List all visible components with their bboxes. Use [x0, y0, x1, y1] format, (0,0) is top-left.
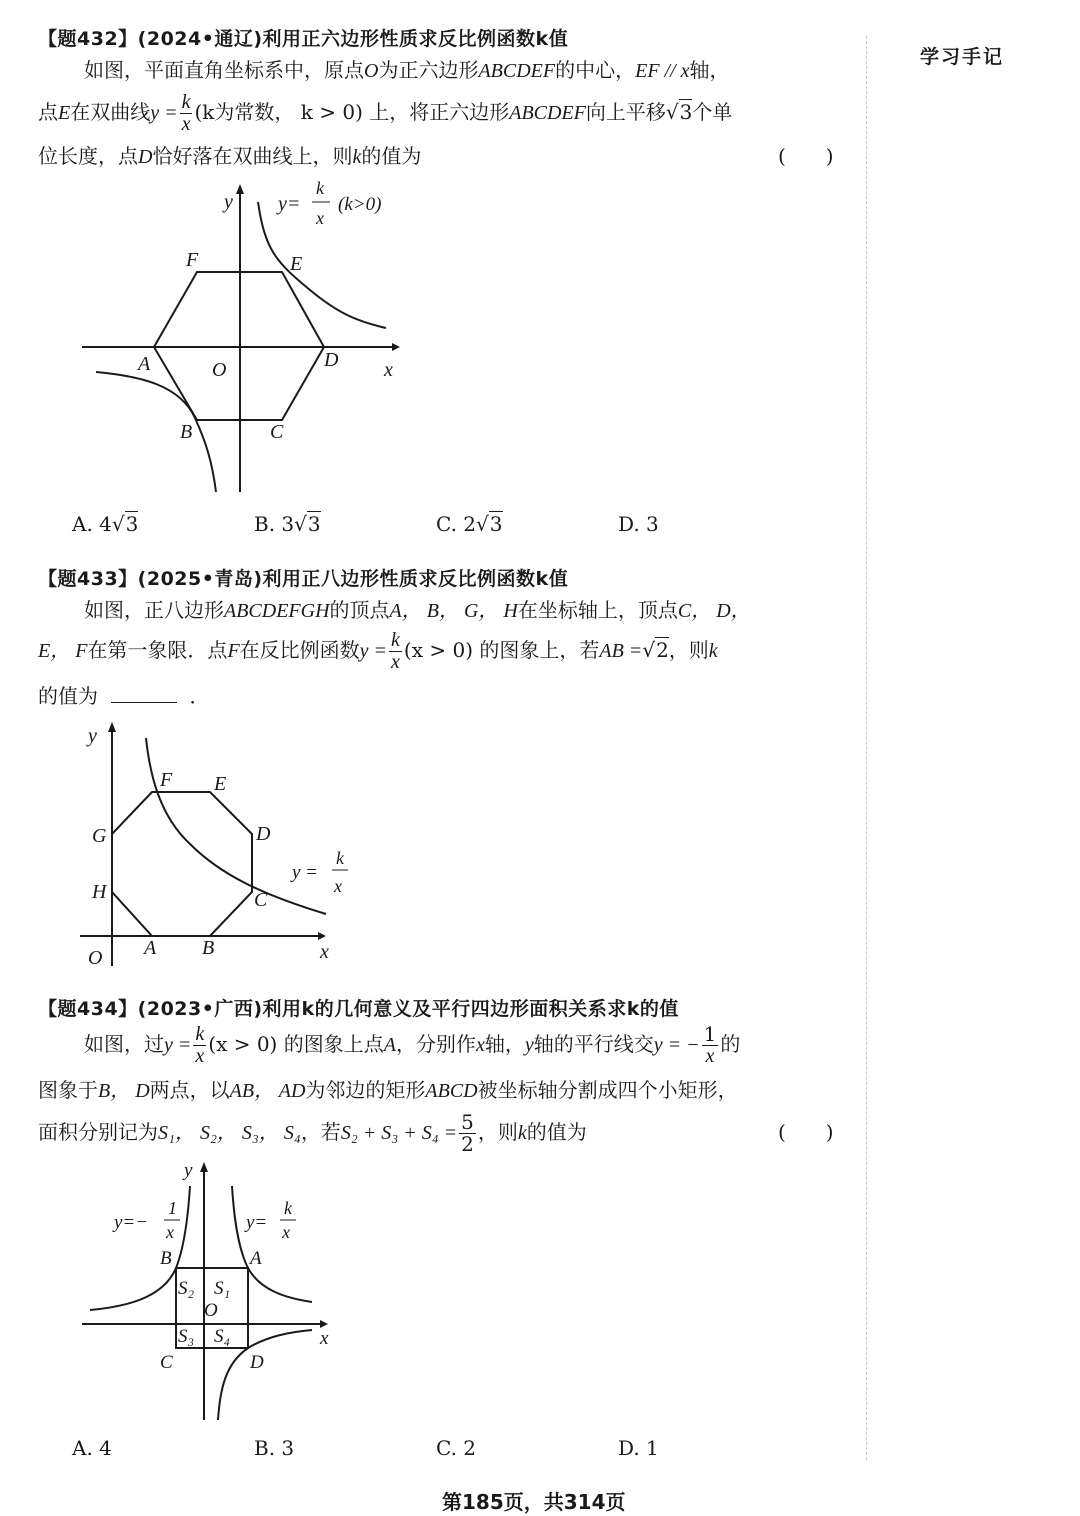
q434-curve-neg-lower: [218, 1330, 312, 1420]
q432-label-A: A: [138, 353, 151, 375]
q433-label-C: C: [254, 889, 268, 911]
q433-line1: 如图，正八边形ABCDEFGH的顶点A， B， G， H在坐标轴上，顶点C， D，: [84, 598, 751, 622]
q434-label-A: A: [250, 1248, 262, 1269]
q432-label-F: F: [186, 249, 199, 271]
sidebar-divider: [866, 36, 867, 1460]
q433-curve-den: x: [334, 876, 342, 896]
q432-header: 【题432】(2024•通辽)利用正六边形性质求反比例函数k值: [38, 28, 569, 50]
q432-line2: 点E在双曲线y = $\frac{k}{x}$ (k为常数， k > 0) 上，将正六边形ABCDEF向上平移√3个单: [38, 91, 733, 135]
q432-option-a[interactable]: A. 4√3: [72, 512, 139, 536]
q432-label-y: y: [224, 191, 233, 213]
sidebar-title: 学习手记: [920, 46, 1005, 68]
q434-option-d[interactable]: D. 1: [618, 1436, 659, 1460]
q434-option-b[interactable]: B. 3: [254, 1436, 295, 1460]
q432-option-b[interactable]: B. 3√3: [254, 512, 321, 536]
q434-fraction-1: $\frac{1}{x}$: [703, 1022, 717, 1067]
q434-right-curve-num: k: [284, 1198, 292, 1218]
q433-label-A: A: [144, 937, 157, 959]
q433-label-y: y: [88, 725, 97, 747]
q433-curve-label: y =: [292, 862, 319, 883]
q434-option-c[interactable]: C. 2: [436, 1436, 477, 1460]
q432-label-D: D: [324, 349, 339, 371]
q433-curve-num: k: [336, 848, 344, 868]
q434-label-C: C: [160, 1352, 173, 1373]
q433-header: 【题433】(2025•青岛)利用正八边形性质求反比例函数k值: [38, 568, 569, 590]
q433-label-H: H: [92, 881, 107, 903]
q432-curve-den: x: [316, 208, 324, 228]
q433-label-x: x: [320, 941, 329, 963]
q433-fraction: $\frac{k}{x}$: [391, 629, 400, 673]
q433-line3: 的值为 ．: [38, 684, 210, 708]
q434-answer-paren: ( ): [778, 1120, 834, 1144]
q433-label-E: E: [214, 773, 227, 795]
q434-header: 【题434】(2023•广西)利用k的几何意义及平行四边形面积关系求k的值: [38, 998, 679, 1020]
q432-curve-lower: [96, 372, 216, 492]
q434-label-y: y: [184, 1160, 193, 1181]
q432-label-x: x: [384, 359, 393, 381]
q432-label-E: E: [290, 253, 303, 275]
q433-curve: [146, 738, 326, 914]
page-number: 第185页，共314页: [442, 1490, 626, 1514]
q434-line3: 面积分别记为S₁， S₂， S₃， S₄，若S₂ + S₃ + S₄ = $\frac{5}{2}$ ，则k的值为: [38, 1110, 587, 1156]
q433-line2: E， F在第一象限．点F在反比例函数y = $\frac{k}{x}$ (x > 0) 的图象上，若AB =√2，则k: [38, 629, 718, 673]
q432-curve-num: k: [316, 180, 324, 198]
q434-left-curve-label: y=−: [114, 1212, 149, 1233]
q434-label-S2: S₂: [178, 1278, 195, 1299]
q434-label-S3: S₃: [178, 1326, 195, 1347]
q434-label-O: O: [204, 1300, 218, 1321]
q432-curve-label: y=: [278, 193, 301, 215]
q432-label-O: O: [212, 359, 227, 381]
q432-line3: 位长度，点D恰好落在双曲线上，则k的值为: [38, 144, 422, 168]
q432-option-c[interactable]: C. 2√3: [436, 512, 503, 536]
q434-fraction-5-2: $\frac{5}{2}$: [461, 1110, 474, 1156]
q432-fraction: $\frac{k}{x}$: [181, 91, 191, 135]
q433-label-D: D: [256, 823, 271, 845]
q434-label-D: D: [250, 1352, 264, 1373]
q432-label-C: C: [270, 421, 284, 443]
q434-option-a[interactable]: A. 4: [72, 1436, 112, 1460]
q432-answer-paren: ( ): [778, 144, 834, 168]
q434-right-curve-den: x: [282, 1222, 290, 1242]
q433-label-O: O: [88, 947, 103, 969]
q432-line1: 如图，平面直角坐标系中，原点O为正六边形ABCDEF的中心，EF // x轴，: [84, 58, 730, 82]
q433-label-B: B: [202, 937, 215, 959]
q434-label-B: B: [160, 1248, 172, 1269]
q432-label-B: B: [180, 421, 193, 443]
q434-label-x: x: [320, 1328, 329, 1349]
q432-figure: [80, 180, 420, 500]
q433-figure: [80, 716, 370, 976]
q434-figure: [80, 1158, 360, 1428]
q432-option-d[interactable]: D. 3: [618, 512, 659, 536]
q433-octagon: [112, 792, 252, 936]
q432-curve-cond: (k>0): [338, 194, 382, 215]
q434-right-curve-label: y=: [246, 1212, 268, 1233]
q434-left-curve-num: 1: [168, 1198, 177, 1218]
q434-left-curve-den: x: [166, 1222, 174, 1242]
q434-line2: 图象于B， D两点，以AB， AD为邻边的矩形ABCD被坐标轴分割成四个小矩形，: [38, 1078, 738, 1102]
q434-curve-k: [232, 1186, 312, 1302]
q434-fraction-k: $\frac{k}{x}$: [195, 1023, 205, 1067]
q433-label-F: F: [160, 769, 173, 791]
q434-label-S1: S₁: [214, 1278, 231, 1299]
q434-line1: 如图，过y = $\frac{k}{x}$ (x > 0) 的图象上点A，分别作x轴，y轴的平行线交y = − $\frac{1}{x}$ 的: [84, 1022, 741, 1067]
q434-label-S4: S₄: [214, 1326, 231, 1347]
q433-label-G: G: [92, 825, 107, 847]
q433-answer-blank[interactable]: [111, 684, 177, 703]
